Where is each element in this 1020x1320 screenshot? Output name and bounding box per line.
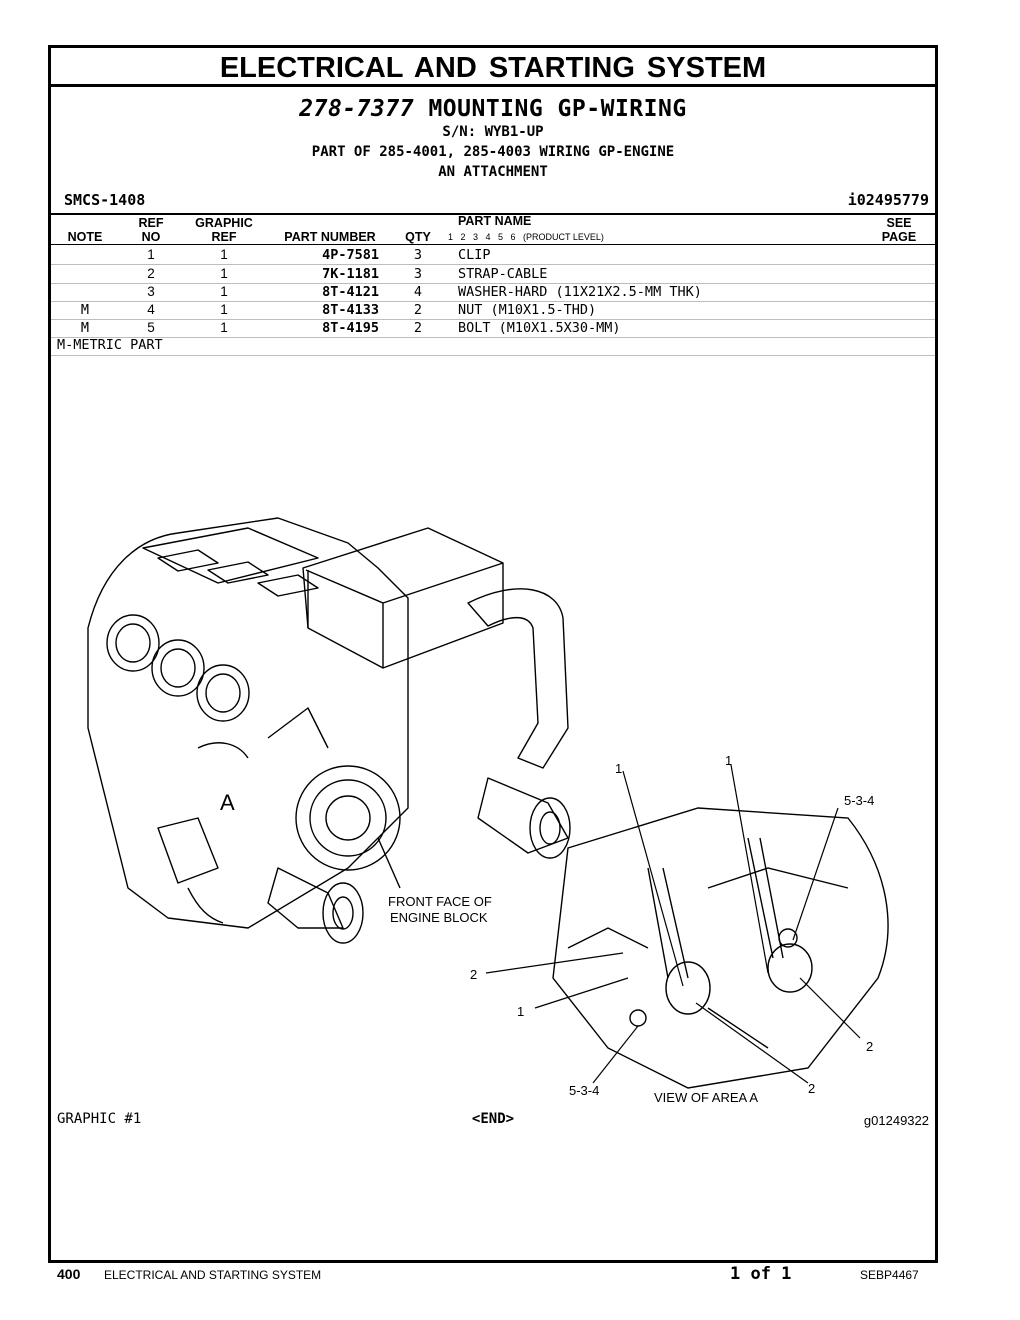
product-level-scale: 1 2 3 4 5 6 (PRODUCT LEVEL): [448, 232, 604, 242]
callout-2-right: 2: [866, 1039, 874, 1054]
cell-graphic-ref: 1: [220, 320, 228, 335]
detail-view-a: [553, 808, 888, 1088]
graphic-label: GRAPHIC #1: [57, 1111, 142, 1127]
col-part-number: PART NUMBER: [284, 230, 376, 244]
cell-ref: 4: [147, 302, 155, 317]
col-ref-bottom: NO: [141, 230, 161, 244]
callout-leaders: [486, 765, 860, 1083]
cell-ref: 3: [147, 284, 155, 299]
page-footer: [0, 1262, 1020, 1292]
cell-part-name: STRAP-CABLE: [458, 266, 548, 282]
front-face-label-line1: FRONT FACE OF: [388, 894, 492, 909]
cell-graphic-ref: 1: [220, 266, 228, 281]
table-bottom-divider: [51, 355, 935, 356]
cell-part-name: NUT (M10X1.5-THD): [458, 302, 597, 318]
cell-part-name: WASHER-HARD (11X21X2.5-MM THK): [458, 284, 702, 300]
col-note: NOTE: [67, 230, 103, 244]
cell-note: M: [80, 302, 90, 318]
col-graphic-bottom: REF: [211, 230, 237, 244]
section-title: ELECTRICAL AND STARTING SYSTEM: [51, 48, 935, 87]
callout-1-upper-left: 1: [615, 761, 623, 776]
col-see-top: SEE: [886, 216, 912, 230]
col-part-name: PART NAME: [458, 214, 532, 228]
part-of-line: PART OF 285-4001, 285-4003 WIRING GP-ENGINE: [311, 144, 675, 160]
callout-1-left: 1: [517, 1004, 525, 1019]
view-of-area-a-label: VIEW OF AREA A: [654, 1090, 759, 1105]
metric-part-note: M-METRIC PART: [57, 337, 163, 353]
cell-part-number: 8T-4195: [322, 320, 379, 336]
cell-part-number: 8T-4121: [322, 284, 379, 300]
col-qty: QTY: [405, 230, 431, 244]
table-row: [51, 283, 935, 302]
cell-graphic-ref: 1: [220, 284, 228, 299]
graphic-id: g01249322: [863, 1113, 929, 1128]
cell-qty: 2: [413, 320, 423, 336]
publication-number: SEBP4467: [860, 1268, 919, 1282]
engine-block-drawing: [88, 518, 570, 943]
smcs-code: SMCS-1408: [64, 191, 146, 209]
page-number: 400: [57, 1266, 81, 1282]
callout-a: A: [220, 790, 235, 815]
cell-part-name: CLIP: [458, 247, 491, 263]
cell-graphic-ref: 1: [220, 302, 228, 317]
group-title: [51, 96, 935, 122]
cell-note: M: [80, 320, 90, 336]
serial-range: S/N: WYB1-UP: [442, 124, 544, 140]
page-of-indicator: 1 of 1: [730, 1264, 792, 1284]
cell-ref: 2: [147, 266, 155, 281]
cell-qty: 4: [413, 284, 423, 300]
table-row: [51, 301, 935, 320]
cell-part-number: 4P-7581: [322, 247, 379, 263]
cell-qty: 2: [413, 302, 423, 318]
end-marker: <END>: [471, 1111, 515, 1127]
group-name: MOUNTING GP-WIRING: [428, 96, 687, 122]
cell-part-number: 7K-1181: [322, 266, 379, 282]
cell-ref: 5: [147, 320, 155, 335]
table-row: [51, 246, 935, 265]
col-see-bottom: PAGE: [881, 230, 917, 244]
front-face-label-line2: ENGINE BLOCK: [390, 910, 488, 925]
callout-2-left: 2: [470, 967, 478, 982]
callout-5-3-4-upper: 5-3-4: [844, 793, 875, 808]
cell-ref: 1: [147, 247, 155, 262]
cell-graphic-ref: 1: [220, 247, 228, 262]
cell-part-number: 8T-4133: [322, 302, 379, 318]
cell-qty: 3: [413, 247, 423, 263]
document-id: i02495779: [847, 191, 929, 209]
footer-section-title: ELECTRICAL AND STARTING SYSTEM: [104, 1268, 322, 1282]
cell-qty: 3: [413, 266, 423, 282]
col-graphic-top: GRAPHIC: [195, 216, 253, 230]
table-row: [51, 319, 935, 338]
group-number: 278-7377: [299, 96, 415, 122]
attachment-line: AN ATTACHMENT: [438, 164, 548, 180]
callout-1-upper-right: 1: [725, 753, 733, 768]
callout-5-3-4-lower: 5-3-4: [569, 1083, 600, 1098]
col-ref-top: REF: [138, 216, 164, 230]
cell-part-name: BOLT (M10X1.5X30-MM): [458, 320, 621, 336]
engine-wiring-illustration: [48, 508, 908, 1108]
table-header-divider: [51, 244, 935, 245]
table-row: [51, 265, 935, 284]
callout-2-lower: 2: [808, 1081, 816, 1096]
